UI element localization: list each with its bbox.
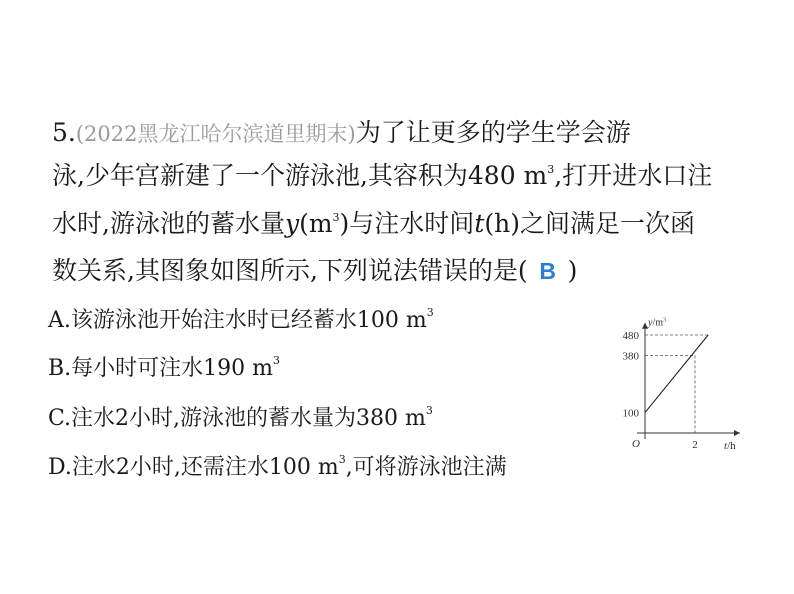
- question-line-2: [52, 159, 712, 193]
- y-tick-label-100: 100: [622, 407, 639, 420]
- question-source: (2022黑龙江哈尔滨道里期末): [75, 122, 356, 146]
- option-d-text: D.注水2小时,还需注水100 m: [48, 455, 339, 480]
- y-tick-label-380: 380: [622, 350, 639, 363]
- x-tick-label-2: 2: [692, 439, 698, 451]
- option-c-text: C.注水2小时,游泳池的蓄水量为380 m: [48, 406, 426, 431]
- question-number: 5.: [52, 118, 76, 147]
- variable-t: t: [474, 209, 485, 238]
- question-line-3: [52, 207, 695, 241]
- superscript: 3: [332, 211, 340, 224]
- option-a: [48, 306, 434, 336]
- function-line: [645, 335, 708, 413]
- x-axis-arrow: [734, 430, 740, 436]
- question-text-2b: ,打开进水口注: [554, 161, 713, 190]
- option-a-text: A.该游泳池开始注水时已经蓄水100 m: [48, 308, 427, 333]
- superscript: 3: [425, 404, 433, 417]
- option-b-text: B.每小时可注水190 m: [48, 356, 274, 381]
- origin-label: O: [632, 438, 640, 450]
- superscript: 3: [338, 453, 346, 466]
- y-tick-label-480: 480: [622, 329, 639, 342]
- superscript: 3: [273, 354, 281, 367]
- question-text-4a: 数关系,其图象如图所示,下列说法错误的是(: [52, 256, 528, 285]
- option-d-tail: ,可将游泳池注满: [345, 455, 507, 480]
- option-c: [48, 404, 433, 434]
- option-d: [48, 453, 507, 483]
- question-text-2a: 泳,少年宫新建了一个游泳池,其容积为480 m: [52, 161, 548, 190]
- question-text-3-unit: (m: [299, 209, 333, 238]
- question-line-1: [52, 116, 631, 151]
- function-graph: [600, 295, 780, 455]
- question-line-4: [52, 254, 577, 288]
- question-text-3c: (h)之间满足一次函: [484, 209, 695, 238]
- answer-label: B: [539, 258, 556, 284]
- superscript: 3: [426, 306, 434, 319]
- question-text-3b: )与注水时间: [339, 209, 475, 238]
- x-axis-label: t/h: [724, 440, 736, 452]
- question-text-1: 为了让更多的学生学会游: [355, 118, 631, 147]
- variable-y: y: [284, 209, 300, 238]
- y-axis-label: $y/m^3$: [648, 317, 667, 329]
- superscript: 3: [547, 163, 555, 176]
- option-b: [48, 354, 280, 384]
- question-text-3a: 水时,游泳池的蓄水量: [52, 209, 285, 238]
- question-text-4b: ): [567, 256, 578, 285]
